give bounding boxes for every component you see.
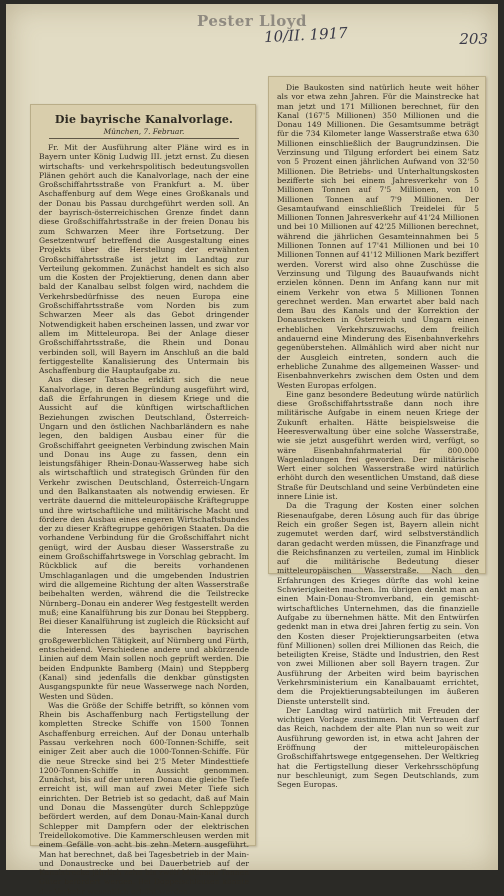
clipping-right-column (268, 76, 486, 790)
newspaper-masthead: Pester Lloyd (197, 12, 307, 30)
article-paragraph: Da die Tragung der Kosten einer solchen Riesenaufgabe, deren Lösung auch für das übrige Reich ein großer Segen ist, Bayern allein nicht zugemutet werden darf, wird selbstverständlich daran gedacht werden müssen, die Finanzfrage und die Reichsfinanzen zu verteilen, zumal im Hinblick auf die militärische Bedeutung dieser mitteleuropäischen Wasserstraße. Nach den Erfahrungen des Krieges dürfte das wohl keine Schwierigkeiten machen. Im übrigen denkt man an einen Main-Donau-Stromverband, ein gemischt-wirtschaftliches Unternehmen, das die finanzielle Aufgabe zu übernehmen hätte. Mit den Entwürfen gedenkt man in etwa drei Jahren fertig zu sein. Von den Kosten dieser Projektierungsarbeiten (etwa fünf Millionen) sollen drei Millionen das Reich, die beteiligten Kreise, Städte und Industrien, den Rest von zwei Millionen aber soll Bayern tragen. Zur Ausführung der Arbeiten wird beim bayrischen Verkehrsministerium ein Kanalbauamt errichtet, dem die Projektierungsabteilungen im äußeren Dienste unterstellt sind. (277, 501, 479, 706)
article-paragraph: Aus dieser Tatsache erklärt sich die neue Kanalvorlage, in deren Begründung ausgeführt wird, daß die Erfahrungen in diesem Kriege und die Aussicht auf die künftigen wirtschaftlichen Beziehungen zwischen Deutschland, Österreich-Ungarn und den östlichen Nachbarländern es nahe legen, den baldigen Ausbau einer für die Großschiffahrt geeigneten Verbindung zwischen Main und Donau ins Auge zu fassen, denn ein leistungsfähiger Rhein-Donau-Wasserweg habe sich als wirtschaftlich und strategisch Gründen für den Verkehr zwischen Deutschland, Österreich-Ungarn und den Balkanstaaten als notwendig erwiesen. Er verträte dauernd die mitteleuropäische Kräftegruppe und ihre wirtschaftliche und militärische Macht und fördere den Ausbau eines engeren Wirtschaftsbundes der zu dieser Kräftegruppe gehörigen Staaten. Da die vorhandene Verbindung für die Großschiffahrt nicht genügt, wird der Ausbau dieser Wasserstraße zu einem Großschiffahrtswege in Vorschlag gebracht. Im Rückblick auf die bereits vorhandenen Umschlaganlagen und die umgebenden Industrien wird die allgemeine Richtung der alten Wasserstraße beibehalten werden, während die die Teilstrecke Nürnberg–Donau ein anderer Weg festgestellt werden muß; eine Kanalführung bis zur Donau bei Steppberg. Bei dieser Kanalführung ist zugleich die Rücksicht auf die Interessen des bayrischen bayrischen großgewerblichen Tätigkeit, auf Nürnberg und Fürth, entscheidend. Verschiedene andere und abkürzende Linien auf dem Main sollen noch geprüft werden. Die beiden Endpunkte Bamberg (Main) und Steppberg (Kanal) sind jedenfalls die denkbar günstigsten Ausgangspunkte für neue Wasserwege nach Norden, Westen und Süden. (39, 375, 249, 701)
article-paragraph: Die Baukosten sind natürlich heute weit höher als vor etwa zehn Jahren. Für die Mainstrecke hat man jetzt und 171 Millionen berechnet, für den Kanal (167'5 Millionen) 350 Millionen und die Donau 149 Millionen. Die Gesamtsumme beträgt für die 734 Kilometer lange Wasserstraße etwa 630 Millionen einschließlich der Baugrundzinsen. Die Verzinsung und Tilgung erfordert bei einem Satz von 5 Prozent einen jährlichen Aufwand von 32'50 Millionen. Die Betriebs- und Unterhaltungskosten bezifferte sich bei einem Jahresverkehr von 5 Millionen Tonnen auf 7'5 Millionen, von 10 Millionen Tonnen auf 7'9 Millionen. Der Gesamtaufwand einschließlich Treidelei für 5 Millionen Tonnen Jahresverkehr auf 41'24 Millionen und bei 10 Millionen auf 42'25 Millionen berechnet, während die jährlichen Gesamteinnahmen bei 5 Millionen Tonnen auf 17'41 Millionen und bei 10 Millionen Tonnen auf 41'12 Millionen Mark beziffert werden. Vorerst wird also ohne Zuschüsse die Verzinsung und Tilgung des Bauaufwands nicht erzielen können. Denn im Anfang kann nur mit einem Verkehr von etwa 5 Millionen Tonnen gerechnet werden. Man erwartet aber bald nach dem Bau des Kanals und der Korrektion der Donaustrecken in Österreich und Ungarn einen erheblichen Verkehrszuwachs, dem freilich andauernd eine Minderung des Eisenbahnverkehrs gegenüberstehen. Allmählich wird aber nicht nur der Ausgleich eintreten, sondern auch die erhebliche Zunahme des allgemeinen Wasser- und Eisenbahnverkehrs zwischen dem Osten und dem Westen Europas erfolgen. (277, 83, 479, 390)
article-title: Die bayrische Kanalvorlage. (54, 113, 234, 126)
handwritten-date: 10/II. 1917 (263, 23, 349, 47)
clipping-left-column (30, 104, 256, 896)
left-column-text (39, 111, 249, 896)
article-paragraph: Was die Größe der Schiffe betrifft, so können vom Rhein bis Aschaffenburg nach Fertigstellung der kompletten Strecke Schiffe von 1500 Tonnen Aschaffenburg erreichen. Auf der Donau unterhalb Passau verkehren noch 600-Tonnen-Schiffe, seit einiger Zeit aber auch die 1000-Tonnen-Schiffe. Für die neue Strecke sind bei 2'5 Meter Mindesttiefe 1200-Tonnen-Schiffe in Aussicht genommen. Zunächst, bis auf der unteren Donau die gleiche Tiefe erreicht ist, will man auf zwei Meter Tiefe sich einrichten. Der Betrieb ist so gedacht, daß auf Main und Donau die Massengüter durch Schleppzüge befördert werden, auf dem Donau-Main-Kanal durch Schlepper mit Dampfern oder der elektrischen Treidellokomotive. Die Kammerschleusen werden mit einem Gefälle von acht bis zehn Metern ausgeführt. Man hat berechnet, daß bei Tagesbetrieb in der Main- und Donaustrecke und bei Dauerbetrieb auf der Kanalstrecke jährlich zehn bis zwölf Millionen Tonnen Güter befördert werden. Bei Doppelschleusen könnte der Verkehr wesentlich erhöht werden. (39, 700, 249, 896)
title-rule (49, 138, 239, 139)
handwritten-page-number: 203 (459, 30, 488, 48)
right-column-text (277, 83, 479, 790)
article-dateline: München, 7. Februar. (103, 127, 185, 136)
article-paragraph: Fr. Mit der Ausführung alter Pläne wird es in Bayern unter König Ludwig III. jetzt ernst. Zu diesen wirtschafts- und verkehrspolitisch bedeutungsvollen Plänen gehört auch die Kanalvorlage, nach der eine Großschiffahrtsstraße von Frankfurt a. M. über Aschaffenburg auf dem Wege eines Großkanals und der Donau bis Passau durchgeführt werden soll. An der bayrisch-österreichischen Grenze findet dann diese Großschiffahrtsstraße in der freien Donau bis zum Schwarzen Meer ihre Fortsetzung. Der Gesetzentwurf betreffend die Ausgestaltung eines Projekts über die Herstellung der erwähnten Großschiffahrtsstraße ist jetzt im Landtag zur Verteilung gekommen. Zunächst handelt es sich also um die Kosten der Projektierung, denen dann aber bald der Kanalbau selbst folgen wird, nachdem die Verkehrsbedürfnisse des neuen Europa eine Großschiffahrtsstraße vom Norden bis zum Schwarzen Meer als das Gebot dringender Notwendigkeit haben erscheinen lassen, und zwar vor allem im Mitteleuropa. Bei der Anlage dieser Großschiffahrtsstraße, die Rhein und Donau verbinden soll, will Bayern im Anschluß an die bald fertiggestellte Kanalisierung des Untermain bis Aschaffenburg die Hauptaufgabe zu. (39, 143, 249, 376)
archive-sheet (6, 4, 498, 896)
article-paragraph: Der Landtag wird natürlich mit Freuden der wichtigen Vorlage zustimmen. Mit Vertrauen darf das Reich, nachdem der alte Plan nun so weit zur Ausführung geworden ist, in etwa acht Jahren der Eröffnung der mitteleuropäischen Großschiffahrtswege entgegensehen. Der Weltkrieg hat die Fertigstellung dieser Verkehrsschöpfung nur beschleunigt, zum Segen Deutschlands, zum Segen Europas. (277, 705, 479, 790)
article-paragraph: Eine ganz besondere Bedeutung würde natürlich diese Großschiffahrtsstraße dann noch ihre militärische Aufgabe in einem neuen Kriege der Zukunft erhalten. Hätte beispielsweise die Heeresverwaltung über eine solche Wasserstraße, wie sie jetzt ausgeführt werden wird, verfügt, so wäre Eisenbahnfahrmaterial für 800.000 Wagenladungen frei geworden. Der militärische Wert einer solchen Wasserstraße wird natürlich erhöht durch den wesentlichen Umstand, daß diese Straße für Deutschland und seine Verbündeten eine innere Linie ist. (277, 389, 479, 502)
